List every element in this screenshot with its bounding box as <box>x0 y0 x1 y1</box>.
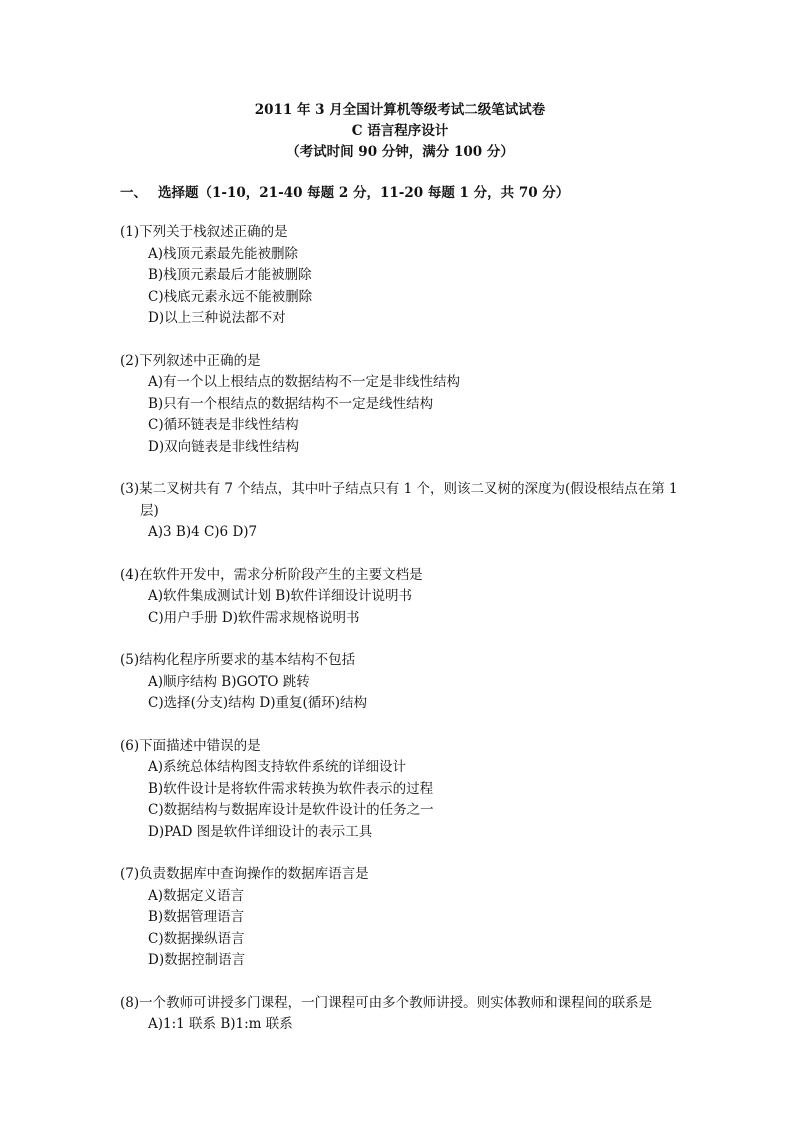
option-a: A)数据定义语言 <box>148 887 245 904</box>
option-b: B)栈顶元素最后才能被删除 <box>148 267 312 283</box>
options-line-cd: C)用户手册 D)软件需求规格说明书 <box>148 609 360 626</box>
option-d: D)数据控制语言 <box>148 952 246 968</box>
question-6 <box>120 736 695 844</box>
options-line: A)3 B)4 C)6 D)7 <box>148 524 258 540</box>
section-title: 选择题（1-10，21-40 每题 2 分，11-20 每题 1 分，共 70 分） <box>158 185 570 201</box>
question-8 <box>120 993 695 1036</box>
option-d: D)双向链表是非线性结构 <box>148 438 300 455</box>
option-c: C)循环链表是非线性结构 <box>148 417 299 433</box>
question-stem: (8)一个教师可讲授多门课程，一门课程可由多个教师讲授。则实体教师和课程间的联系是 <box>120 994 653 1011</box>
exam-time-info: （考试时间 90 分钟，满分 100 分） <box>286 144 514 160</box>
question-stem: (1)下列关于栈叙述正确的是 <box>120 224 288 240</box>
option-b: B)软件设计是将软件需求转换为软件表示的过程 <box>148 780 434 797</box>
exam-title: 2011 年 3 月全国计算机等级考试二级笔试试卷 <box>254 102 546 118</box>
question-1 <box>120 222 695 330</box>
question-stem: (2)下列叙述中正确的是 <box>120 352 261 369</box>
option-d: D)以上三种说法都不对 <box>148 310 286 326</box>
option-c: C)数据操纵语言 <box>148 930 245 947</box>
option-a: A)有一个以上根结点的数据结构不一定是非线性结构 <box>148 374 461 390</box>
question-stem: (3)某二叉树共有 7 个结点，其中叶子结点只有 1 个，则该二叉树的深度为(假设根结点在第 1 层) <box>120 481 678 519</box>
option-c: C)数据结构与数据库设计是软件设计的任务之一 <box>148 802 434 818</box>
question-stem: (5)结构化程序所要求的基本结构不包括 <box>120 652 356 668</box>
option-c: C)栈底元素永远不能被删除 <box>148 288 313 305</box>
option-b: B)只有一个根结点的数据结构不一定是线性结构 <box>148 395 434 412</box>
options-line-cd: C)选择(分支)结构 D)重复(循环)结构 <box>148 695 368 711</box>
options-line-ab: A)顺序结构 B)GOTO 跳转 <box>148 673 310 690</box>
option-d: D)PAD 图是软件详细设计的表示工具 <box>148 823 373 840</box>
section-heading <box>120 181 569 201</box>
question-4 <box>120 565 695 630</box>
options-line-ab: A)1:1 联系 B)1:m 联系 <box>148 1016 293 1032</box>
option-a: A)栈顶元素最先能被删除 <box>148 245 299 262</box>
option-a: A)系统总体结构图支持软件系统的详细设计 <box>148 759 407 775</box>
exam-subject: C 语言程序设计 <box>351 123 449 139</box>
section-number: 一、 <box>120 185 147 201</box>
options-line-ab: A)软件集成测试计划 B)软件详细设计说明书 <box>148 588 412 604</box>
question-2 <box>120 351 695 459</box>
exam-header <box>0 100 800 163</box>
question-stem: (7)负责数据库中查询操作的数据库语言是 <box>120 866 369 882</box>
question-5 <box>120 650 695 715</box>
option-b: B)数据管理语言 <box>148 909 245 925</box>
question-stem: (6)下面描述中错误的是 <box>120 737 261 754</box>
question-stem: (4)在软件开发中，需求分析阶段产生的主要文档是 <box>120 566 423 583</box>
question-7 <box>120 864 695 972</box>
question-list <box>120 222 695 1057</box>
question-3 <box>120 479 695 544</box>
